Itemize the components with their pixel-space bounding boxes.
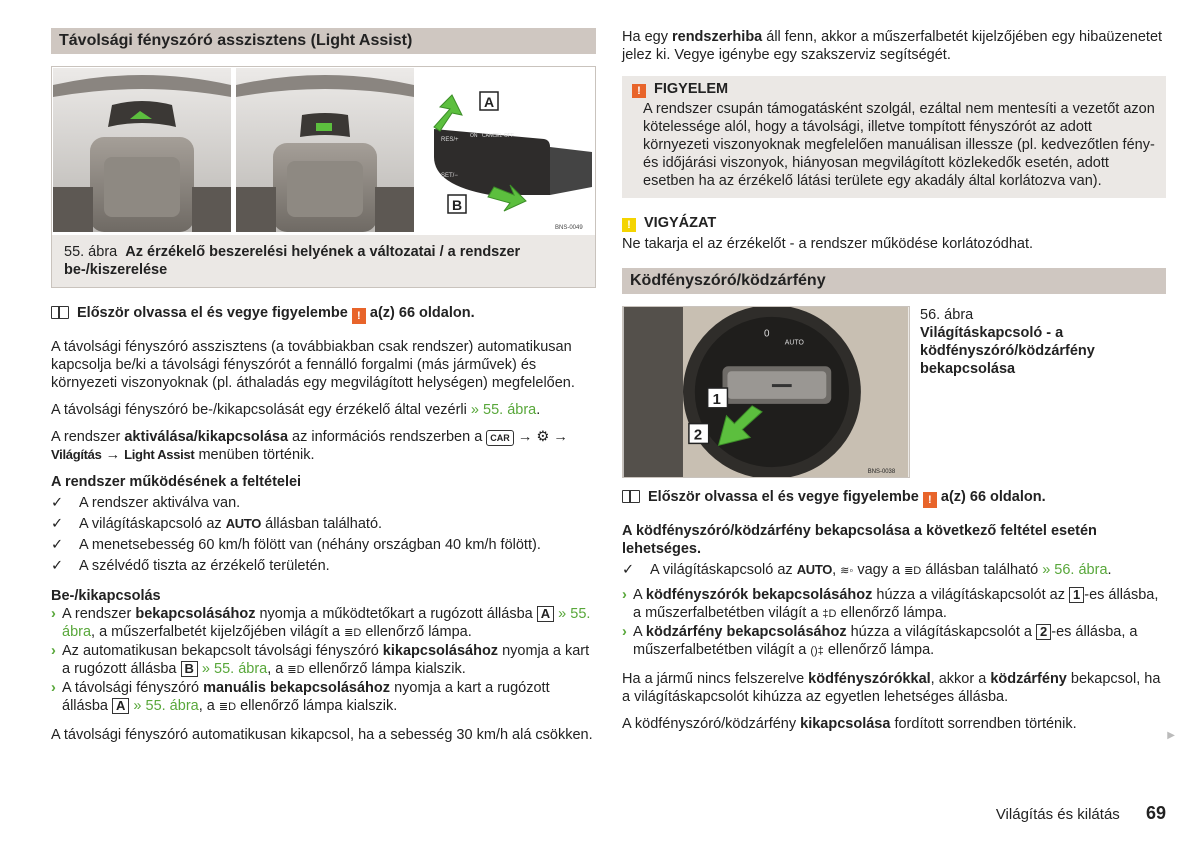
rb2-e: ellenőrző lámpa.: [827, 642, 935, 658]
rp1-d: ködzárfény: [990, 671, 1067, 687]
read-first-pre: Először olvassa el és vegye figyelembe: [77, 305, 348, 321]
page-number: 69: [1145, 803, 1166, 823]
settings-arrow-icon: → ⚙ →: [517, 429, 568, 445]
figure-55-link[interactable]: » 55. ábra: [470, 402, 537, 418]
fog-light-icon: ‡D: [822, 608, 837, 620]
figure-55-caption: [52, 235, 595, 287]
cond-end: .: [1107, 562, 1112, 578]
next-page-icon[interactable]: ▶: [1167, 730, 1175, 741]
figure-55-link[interactable]: » 55. ábra: [133, 698, 199, 714]
warning-icon: !: [632, 84, 646, 98]
p-top-c: áll fenn, akkor a műszerfalbetét kijelzőjében egy hibaüzenetet jelez ki. Vegye igénybe egy szakszerviz segítségét.: [622, 29, 1163, 63]
p3-end: menüben történik.: [198, 447, 315, 463]
condition-text: A menetsebesség 60 km/h fölött van (néhány országban 40 km/h fölött).: [79, 537, 541, 553]
b1-c: nyomja a működtetőkart a rugózott állásba: [259, 606, 533, 622]
caution-text: Ne takarja el az érzékelőt - a rendszer működése korlátozódhat.: [622, 236, 1034, 252]
b3-b: manuális bekapcsolásához: [203, 680, 391, 696]
high-beam-icon: ≣D: [218, 701, 237, 713]
read-first-post: a(z) 66 oldalon.: [940, 489, 1046, 505]
bullet-icon: ›: [51, 643, 56, 659]
cond2-post: állásban található.: [265, 516, 383, 532]
key-b: B: [181, 661, 198, 677]
b2-b: kikapcsolásához: [382, 643, 499, 659]
figure-56-image: [622, 306, 910, 478]
rear-fog-light-icon: ()‡: [810, 645, 824, 657]
check-icon: ✓: [51, 558, 64, 574]
section-title-light-assist: Távolsági fényszóró asszisztens (Light Assist): [51, 28, 596, 54]
figure-56-row: [622, 306, 1166, 478]
check-icon: ✓: [51, 495, 64, 511]
b3-a: A távolsági fényszóró: [62, 680, 200, 696]
p3-mid: az információs rendszerben a: [292, 429, 483, 445]
bullet-icon: ›: [51, 680, 56, 696]
rb1-a: A: [633, 587, 642, 603]
cond-c: vagy a: [857, 562, 901, 578]
condition-item: [51, 557, 596, 575]
caption-number: 56. ábra: [920, 307, 974, 323]
b2-c: nyomja a kart a rugózott állásba: [62, 643, 590, 677]
figure-label-b: B: [452, 197, 463, 213]
b3-e: ellenőrző lámpa kialszik.: [240, 698, 398, 714]
rb2-b: ködzárfény bekapcsolásához: [645, 624, 847, 640]
condition-item: [51, 515, 596, 533]
fog-text: [633, 586, 1166, 623]
stalk-on-label: ON: [470, 133, 478, 139]
cond2-pre: A világításkapcsoló az: [79, 516, 222, 532]
knob-zero-label: 0: [764, 328, 770, 340]
b1-d: , a műszerfalbetét kijelzőjében világít a: [91, 624, 341, 640]
auto-symbol: AUTO: [225, 516, 262, 531]
paragraph-auto-off: A távolsági fényszóró automatikusan kikapcsol, ha a sebesség 30 km/h alá csökken.: [51, 727, 593, 743]
condition-item: [51, 494, 596, 512]
onoff-item: [51, 679, 596, 716]
onoff-item: [51, 605, 596, 642]
read-first-post: a(z) 66 oldalon.: [369, 305, 475, 321]
conditions-list: [51, 494, 596, 575]
menu-item-light-assist: Light Assist: [124, 447, 195, 462]
warning-page-icon: !: [352, 308, 366, 324]
left-column: [51, 28, 596, 744]
rb1-b: ködfényszórók bekapcsolásához: [645, 587, 873, 603]
b1-b: bekapcsolásához: [135, 606, 256, 622]
onoff-text: [62, 679, 596, 716]
stalk-set-label: SET/−: [441, 173, 458, 179]
car-button-icon: CAR: [486, 430, 514, 446]
menu-arrow: →: [105, 447, 121, 463]
fog-item: [622, 586, 1166, 623]
key-a: A: [112, 698, 129, 714]
p3-pre: A rendszer: [51, 429, 121, 445]
bullet-icon: ›: [622, 624, 627, 640]
caution-title: VIGYÁZAT: [644, 215, 717, 231]
warning-title: FIGYELEM: [654, 81, 729, 97]
b1-e: ellenőrző lámpa.: [365, 624, 472, 640]
onoff-list: [51, 605, 596, 716]
b1-a: A rendszer: [62, 606, 132, 622]
section-title-fog: Ködfényszóró/ködzárfény: [622, 268, 1166, 294]
paragraph-sensor: A távolsági fényszóró be-/kikapcsolását egy érzékelő által vezérli » 55. ábra.: [51, 402, 541, 418]
parking-light-icon: ≋◦: [840, 565, 854, 577]
rb1-c: húzza a világításkapcsolót az: [876, 587, 1065, 603]
onoff-text: [62, 605, 596, 642]
bullet-icon: ›: [51, 606, 56, 622]
rp1-c: , akkor a: [930, 671, 987, 687]
conditions-heading: A rendszer működésének a feltételei: [51, 474, 302, 490]
figure-55-link[interactable]: » 55. ábra: [201, 661, 268, 677]
caption-number: 55. ábra: [64, 244, 118, 260]
cond-a: A világításkapcsoló az: [650, 562, 793, 578]
warning-text: A rendszer csupán támogatásként szolgál, ezáltal nem mentesíti a vezetőt azon kötelessége alól, hogy a távolsági, illetve tompított fényszórót az adott környezeti viszonyoknak megfelelően manuálisan illessze (pl. kedvezőtlen fény- és időjárási viszonyok, hiányosan megvilágított közlekedők esetén, adott esetben ha az érzékelő látási területe egy akadály által korlátozva van).: [643, 101, 1155, 189]
paragraph-intro: A távolsági fényszóró asszisztens (a továbbiakban csak rendszer) automatikusan kapcsolja be/ki a távolsági fényszórót a fennálló forgalmi (más járművek) és környezeti viszonyoknak (pl. áthaladás egy megvilágított helységen) megfelelően.: [51, 339, 575, 391]
rp2-a: A ködfényszóró/ködzárfény: [622, 716, 797, 732]
menu-item-lighting: Világítás: [51, 447, 102, 462]
stalk-res-label: RES/+: [441, 137, 459, 143]
sensor-green-2: [316, 123, 332, 131]
read-first-note: [51, 304, 596, 324]
figure-55: [51, 66, 596, 288]
key-1: 1: [1069, 587, 1084, 603]
p-top-b: rendszerhiba: [671, 29, 763, 45]
check-icon: ✓: [622, 562, 635, 578]
b3-c: nyomja a kart a rugózott állásba: [62, 680, 550, 714]
paragraph-activation: [51, 428, 596, 464]
check-icon: ✓: [51, 516, 64, 532]
p-top-a: Ha egy: [622, 29, 668, 45]
read-first-pre: Először olvassa el és vegye figyelembe: [648, 489, 919, 505]
condition-text: A rendszer aktiválva van.: [79, 495, 241, 511]
rb2-c: húzza a világításkapcsolót a: [850, 624, 1032, 640]
rp2-b: kikapcsolása: [800, 716, 891, 732]
figure-55-image: [52, 67, 595, 235]
auto-symbol: AUTO: [796, 562, 833, 577]
paragraph-off: [622, 715, 1166, 733]
fog-list: [622, 586, 1166, 660]
footer-section: Világítás és kilátás: [995, 806, 1120, 823]
paragraph-no-fog: [622, 670, 1166, 706]
rp1-a: Ha a jármű nincs felszerelve: [622, 671, 805, 687]
warning-page-icon: !: [923, 492, 937, 508]
stalk-off-label: OFF: [504, 133, 514, 139]
stalk-cancel-label: CANCEL: [482, 133, 503, 139]
b2-d: , a: [267, 661, 284, 677]
caution-header: [622, 214, 1166, 232]
read-first-note: [622, 488, 1166, 508]
knob-auto-label: AUTO: [784, 339, 804, 347]
condition-item: [51, 536, 596, 554]
low-beam-icon: ≣D: [904, 565, 922, 577]
p2-text: A távolsági fényszóró be-/kikapcsolását egy érzékelő által vezérli: [51, 402, 467, 418]
key-2: 2: [1036, 624, 1051, 640]
bullet-icon: ›: [622, 587, 627, 603]
caution-block: [622, 214, 1166, 253]
cond-d: állásban található: [925, 562, 1039, 578]
high-beam-icon: ≣D: [287, 664, 305, 676]
fog-condition-item: [622, 561, 1166, 580]
rp1-e: bekapcsol, ha a világításkapcsolót kihúzza az egyetlen lehetséges állásba.: [622, 671, 1161, 705]
onoff-text: [62, 642, 596, 679]
figure-56-caption: [910, 306, 1166, 478]
paragraph-system-error: [622, 28, 1166, 64]
rb1-e: ellenőrző lámpa.: [840, 605, 947, 621]
key-a: A: [537, 606, 554, 622]
fog-conditions-heading: A ködfényszóró/ködzárfény bekapcsolása a következő feltétel esetén lehetséges.: [622, 523, 1097, 557]
figure-55-link[interactable]: » 55. ábra: [62, 606, 591, 640]
figure-code: BNS-0049: [555, 225, 583, 231]
caption-text: Világításkapcsoló - a ködfényszóró/ködzárfény bekapcsolása: [920, 325, 1095, 377]
rb2-d: -es állásba, a műszerfalbetétben világít a: [633, 624, 1138, 658]
car-interior-view-1: [53, 68, 231, 232]
stalk-diagram: [419, 68, 594, 232]
fog-condition-text: [650, 561, 1112, 580]
condition-text: A szélvédő tiszta az érzékelő területén.: [79, 558, 330, 574]
high-beam-icon: ≣D: [344, 627, 362, 639]
warning-header: [632, 80, 1156, 98]
b2-a: Az automatikusan bekapcsolt távolsági fényszóró: [62, 643, 379, 659]
b3-d: , a: [198, 698, 215, 714]
book-icon: [51, 306, 69, 319]
fog-text: [633, 623, 1166, 660]
book-icon: [622, 490, 640, 503]
car-interior-view-2: [236, 68, 414, 232]
b2-e: ellenőrző lámpa kialszik.: [308, 661, 466, 677]
figure-label-1: 1: [712, 391, 721, 408]
check-icon: ✓: [51, 537, 64, 553]
figure-label-2: 2: [693, 427, 703, 444]
rp2-c: fordított sorrendben történik.: [894, 716, 1077, 732]
rb2-a: A: [633, 624, 642, 640]
figure-56-code: BNS-0038: [867, 469, 896, 476]
fog-item: [622, 623, 1166, 660]
rb1-d: -es állásba, a műszerfalbetétben világít a: [633, 587, 1159, 621]
figure-label-a: A: [484, 94, 495, 110]
warning-box: [622, 76, 1166, 198]
rp1-b: ködfényszórókkal: [808, 671, 931, 687]
onoff-heading: Be-/kikapcsolás: [51, 588, 161, 604]
condition-text: [79, 515, 382, 533]
right-column: [622, 28, 1166, 733]
caution-icon: !: [622, 218, 636, 232]
figure-56-link[interactable]: » 56. ábra: [1042, 562, 1108, 578]
p3-bold: aktiválása/kikapcsolása: [124, 429, 289, 445]
page-footer: [996, 804, 1166, 824]
onoff-item: [51, 642, 596, 679]
cond-b: ,: [832, 562, 837, 578]
caption-text: Az érzékelő beszerelési helyének a változatai / a rendszer be-/kiszerelése: [64, 244, 521, 278]
